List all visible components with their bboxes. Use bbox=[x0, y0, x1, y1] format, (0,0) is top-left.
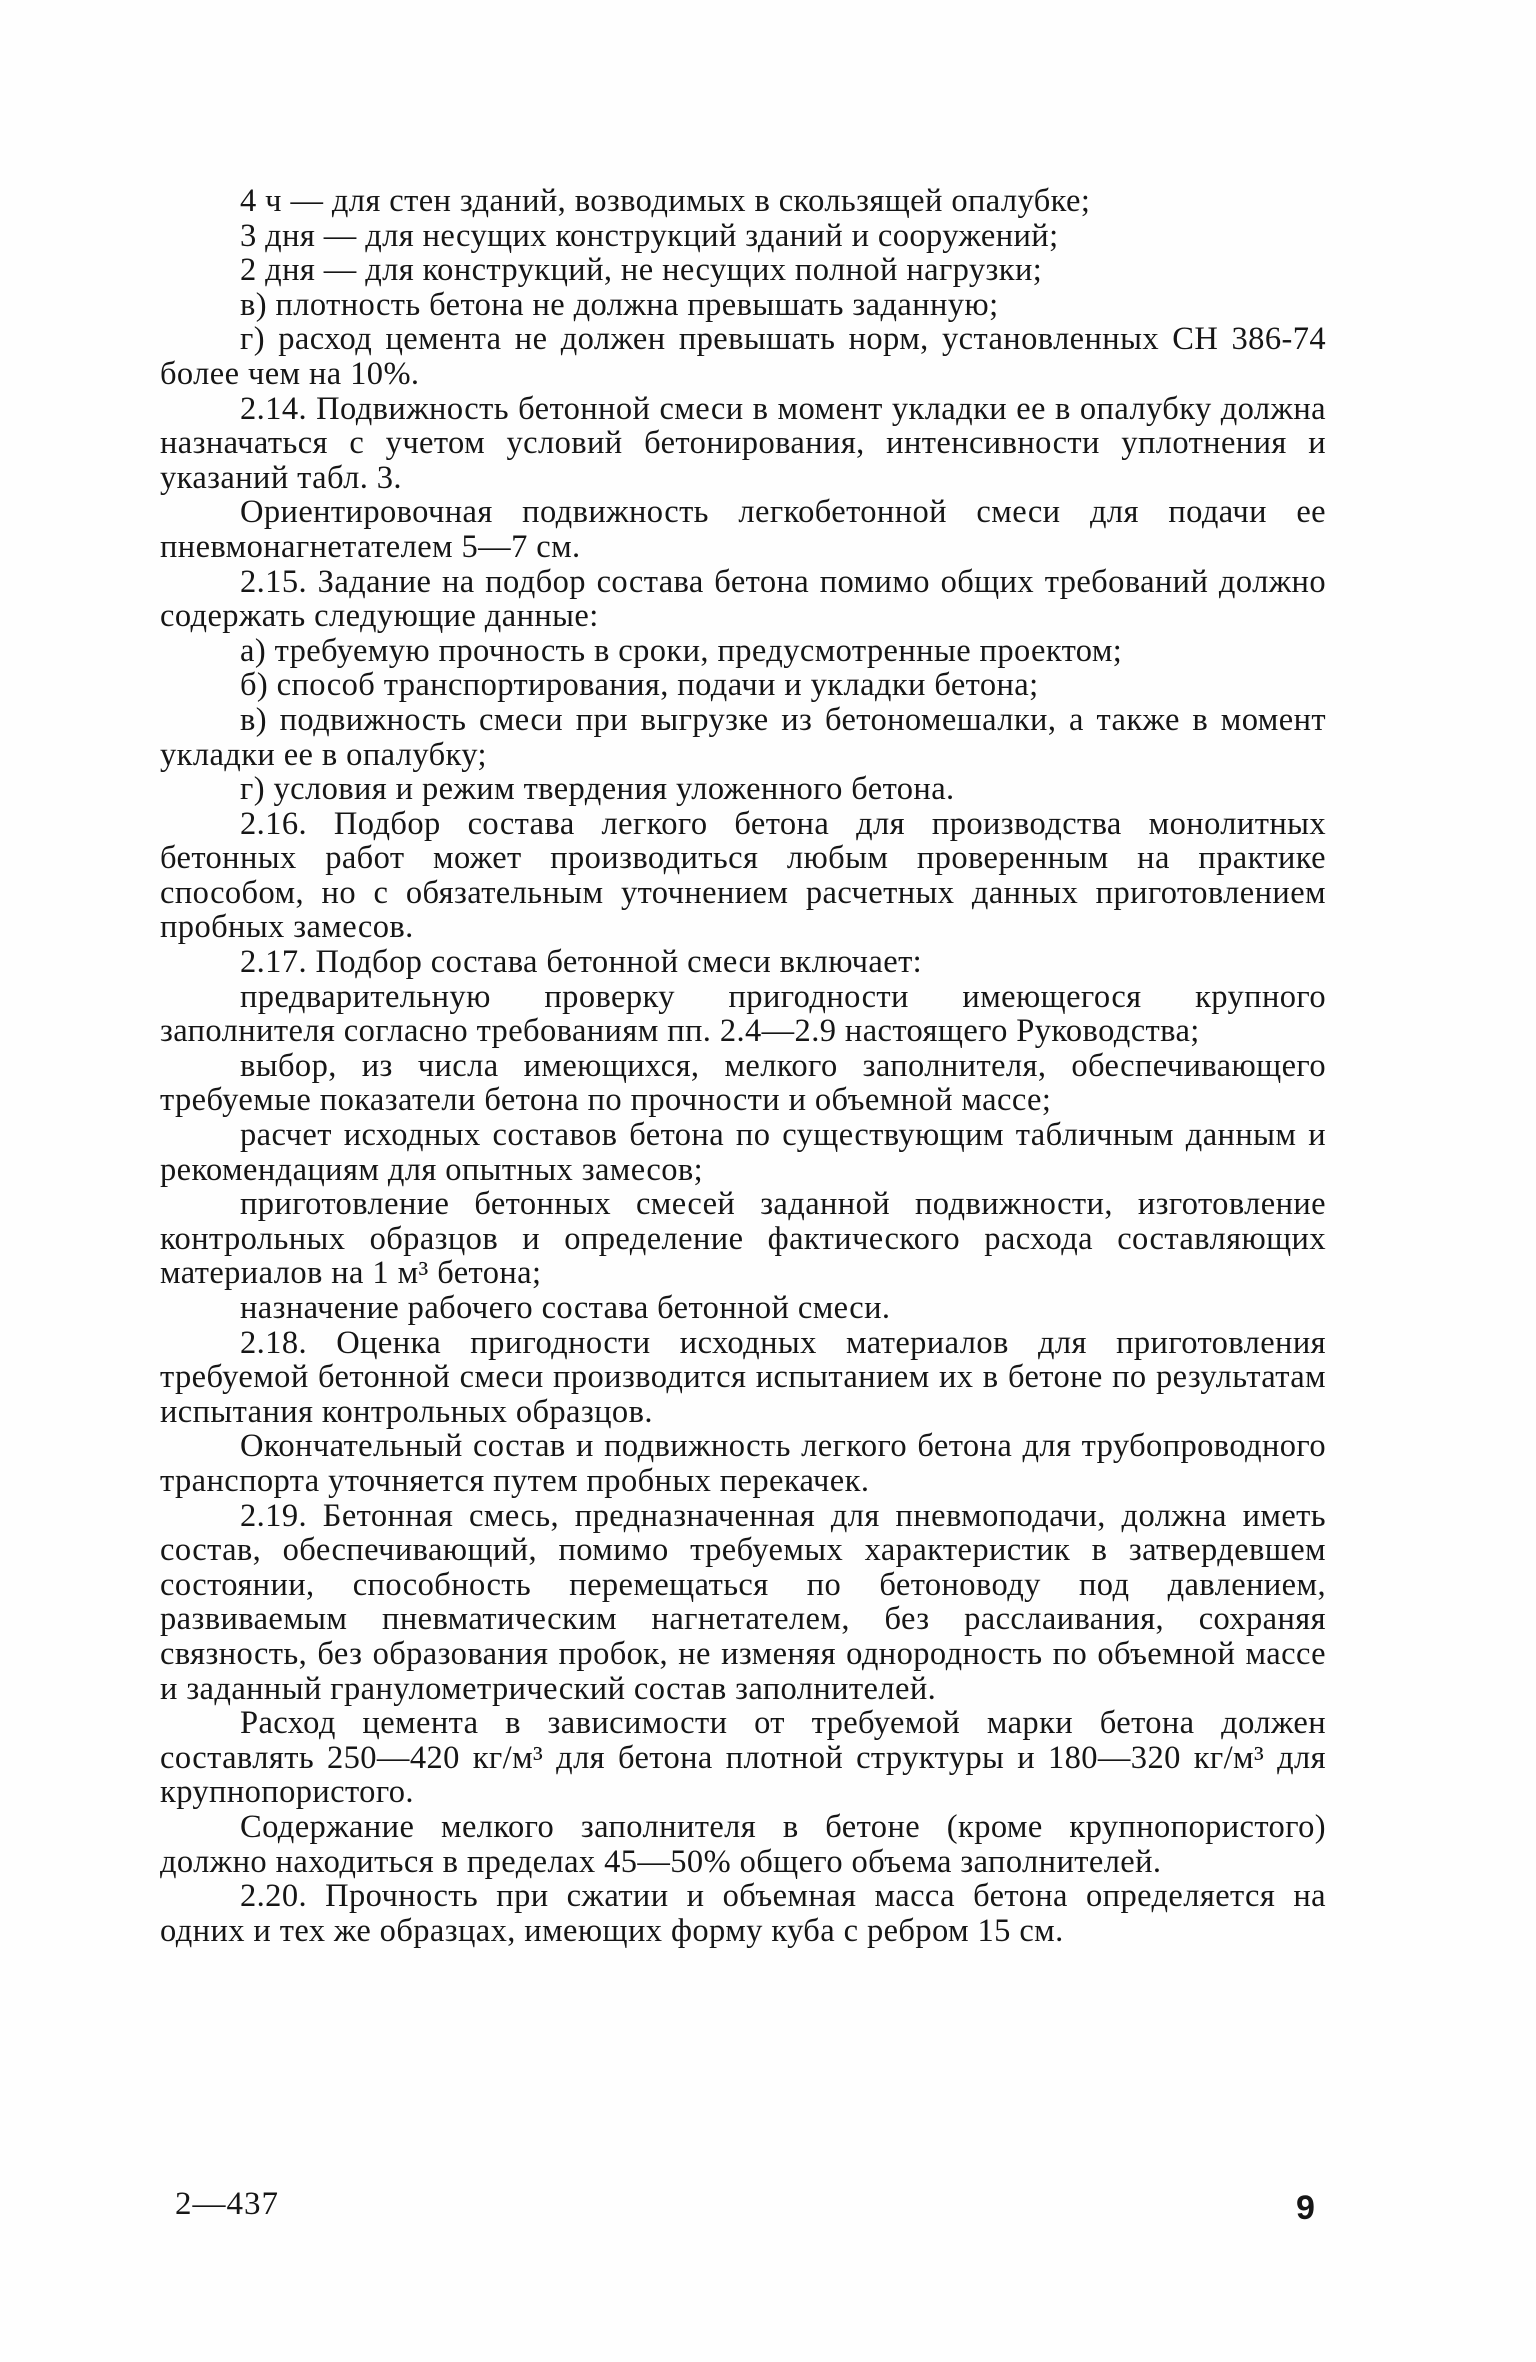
paragraph: 2 дня — для конструкций, не несущих полной нагрузки; bbox=[240, 252, 1043, 289]
paragraph: расчет исходных составов бетона по существующим табличным данным и рекомендациям для опытных замесов; bbox=[160, 1117, 1326, 1188]
paragraph: г) условия и режим твердения уложенного бетона. bbox=[240, 771, 955, 808]
paragraph: предварительную проверку пригодности имеющегося крупного заполнителя согласно требованиям пп. 2.4—2.9 настоящего Руководства; bbox=[160, 978, 1326, 1050]
paragraph: 2.18. Оценка пригодности исходных материалов для приготовления требуемой бетонной смеси производится испытанием их в бетоне по результатам испытания контрольных образцов. bbox=[160, 1324, 1326, 1430]
paragraph: 4 ч — для стен зданий, возводимых в скользящей опалубке; bbox=[240, 183, 1091, 219]
paragraph: 3 дня — для несущих конструкций зданий и сооружений; bbox=[240, 217, 1059, 254]
paragraph: Ориентировочная подвижность легкобетонной смеси для подачи ее пневмонагнетателем 5—7 см. bbox=[160, 494, 1326, 565]
paragraph: 2.19. Бетонная смесь, предназначенная для пневмоподачи, должна иметь состав, обеспечивающий, помимо требуемых характеристик в затвердевшем состоянии, способность перемещаться по бетоноводу под давлением, развиваемым пневматическим нагнетателем, без расслаивания, сохраняя связность, без образования пробок, не изменяя однородность по объемной массе и заданный гранулометрический состав заполнителей. bbox=[160, 1497, 1326, 1707]
paragraph: назначение рабочего состава бетонной смеси. bbox=[240, 1290, 891, 1326]
paragraph: б) способ транспортирования, подачи и укладки бетона; bbox=[240, 667, 1039, 704]
body-text bbox=[160, 184, 1326, 1948]
paragraph: 2.16. Подбор состава легкого бетона для производства монолитных бетонных работ может производиться любым проверенным на практике способом, но с обязательным уточнением расчетных данных приготовлением пробных замесов. bbox=[160, 805, 1326, 946]
paragraph: выбор, из числа имеющихся, мелкого заполнителя, обеспечивающего требуемые показатели бетона по прочности и объемной массе; bbox=[160, 1047, 1326, 1119]
printer-signature: 2—437 bbox=[175, 2186, 279, 2222]
paragraph: г) расход цемента не должен превышать норм, установленных СН 386-74 более чем на 10%. bbox=[160, 321, 1326, 392]
paragraph: приготовление бетонных смесей заданной подвижности, изготовление контрольных образцов и определение фактического расхода составляющих материалов на 1 м³ бетона; bbox=[160, 1186, 1326, 1292]
paragraph: а) требуемую прочность в сроки, предусмотренные проектом; bbox=[240, 632, 1123, 669]
paragraph: 2.17. Подбор состава бетонной смеси включает: bbox=[240, 944, 923, 981]
paragraph: Содержание мелкого заполнителя в бетоне (кроме крупнопористого) должно находиться в пределах 45—50% общего объема заполнителей. bbox=[160, 1808, 1326, 1880]
page-number: 9 bbox=[1296, 2189, 1315, 2227]
paragraph: 2.20. Прочность при сжатии и объемная масса бетона определяется на одних и тех же образцах, имеющих форму куба с ребром 15 см. bbox=[160, 1878, 1326, 1949]
paragraph: Расход цемента в зависимости от требуемой марки бетона должен составлять 250—420 кг/м³ для бетона плотной структуры и 180—320 кг/м³ для крупнопористого. bbox=[160, 1705, 1326, 1811]
paragraph: 2.14. Подвижность бетонной смеси в момент укладки ее в опалубку должна назначаться с учетом условий бетонирования, интенсивности уплотнения и указаний табл. 3. bbox=[160, 390, 1326, 496]
paragraph: в) подвижность смеси при выгрузке из бетономешалки, а также в момент укладки ее в опалубку; bbox=[160, 701, 1326, 773]
paragraph: Окончательный состав и подвижность легкого бетона для трубопроводного транспорта уточняется путем пробных перекачек. bbox=[160, 1428, 1326, 1499]
paragraph: в) плотность бетона не должна превышать заданную; bbox=[240, 286, 999, 323]
paragraph: 2.15. Задание на подбор состава бетона помимо общих требований должно содержать следующие данные: bbox=[160, 563, 1326, 635]
